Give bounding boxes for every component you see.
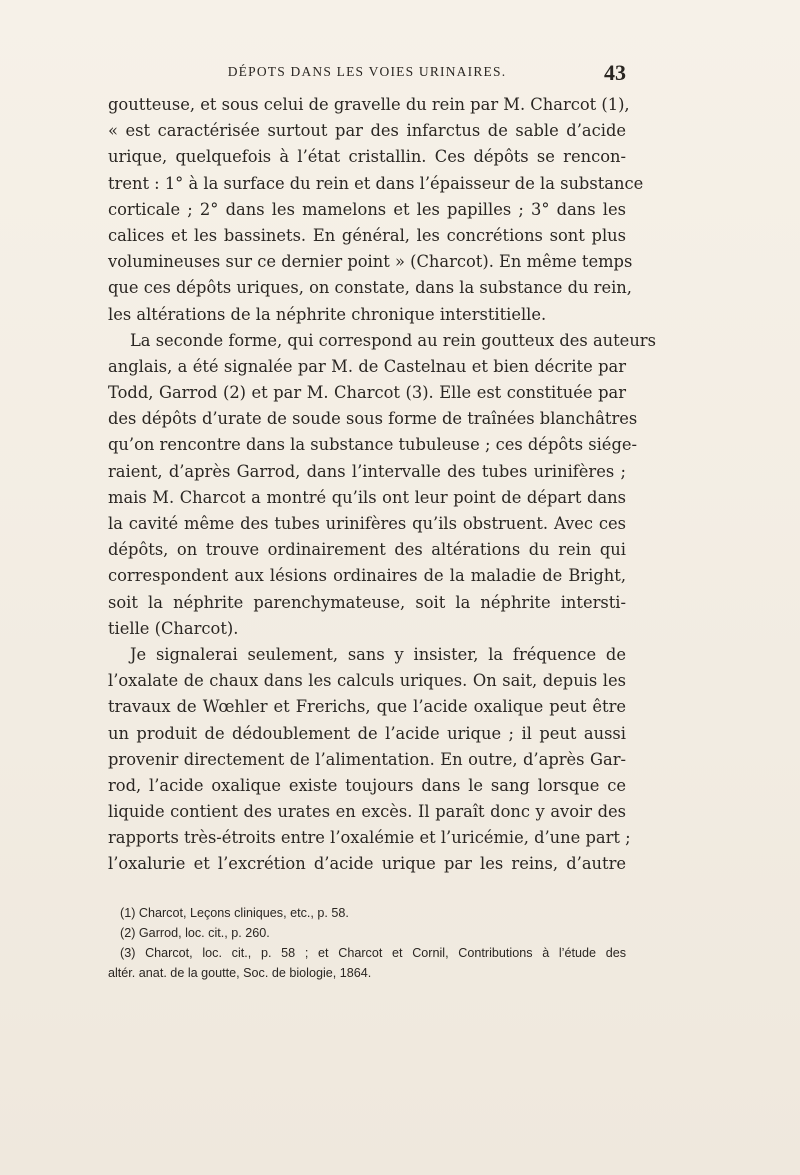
text-line: travaux de Wœhler et Frerichs, que l’acide oxalique peut être: [108, 697, 626, 717]
text-line: l’oxalurie et l’excrétion d’acide urique par les reins, d’autre: [108, 854, 626, 874]
text-line: que ces dépôts uriques, on constate, dans la substance du rein,: [108, 278, 632, 298]
text-line: trent : 1° à la surface du rein et dans l’épaisseur de la substance: [108, 173, 644, 193]
text-line: la cavité même des tubes urinifères qu’ils obstruent. Avec ces: [108, 514, 626, 533]
text-line: l’oxalate de chaux dans les calculs uriques. On sait, depuis les: [108, 671, 626, 691]
text-line: calices et les bassinets. En général, les concrétions sont plus: [108, 225, 626, 245]
text-line: un produit de dédoublement de l’acide urique ; il peut aussi: [108, 723, 626, 743]
footnotes: [108, 903, 626, 983]
footnote: (1) Charcot, Leçons cliniques, etc., p. 58.: [120, 906, 349, 920]
text-line: mais M. Charcot a montré qu’ils ont leur point de départ dans: [108, 487, 626, 507]
text-line: « est caractérisée surtout par des infarctus de sable d’acide: [108, 121, 626, 141]
running-title: DÉPOTS DANS LES VOIES URINAIRES.: [227, 64, 507, 79]
text-line: corticale ; 2° dans les mamelons et les papilles ; 3° dans les: [108, 199, 626, 219]
body-text: [108, 92, 656, 878]
text-line: raient, d’après Garrod, dans l’intervalle des tubes urinifères ;: [108, 461, 626, 481]
text-line: rod, l’acide oxalique existe toujours dans le sang lorsque ce: [108, 775, 626, 795]
text-line: anglais, a été signalée par M. de Castelnau et bien décrite par: [108, 356, 626, 376]
text-line: provenir directement de l’alimentation. En outre, d’après Gar-: [108, 749, 626, 769]
text-line: correspondent aux lésions ordinaires de la maladie de Bright,: [108, 566, 626, 586]
text-line: Je signalerai seulement, sans y insister, la fréquence de: [130, 644, 626, 664]
text-line: La seconde forme, qui correspond au rein goutteux des auteurs: [130, 330, 656, 350]
text-line: urique, quelquefois à l’état cristallin. Ces dépôts se rencon-: [108, 147, 626, 167]
text-line: qu’on rencontre dans la substance tubuleuse ; ces dépôts siége-: [108, 435, 637, 455]
text-line: rapports très-étroits entre l’oxalémie et l’uricémie, d’une part ;: [108, 828, 631, 848]
text-line: des dépôts d’urate de soude sous forme de traînées blanchâtres: [108, 409, 638, 429]
page-header: [108, 60, 626, 90]
text-line: dépôts, on trouve ordinairement des altérations du rein qui: [108, 540, 626, 560]
text-line: volumineuses sur ce dernier point » (Charcot). En même temps: [108, 252, 633, 272]
text-line: Todd, Garrod (2) et par M. Charcot (3). Elle est constituée par: [108, 383, 626, 403]
page-number: 43: [604, 60, 626, 85]
text-line: liquide contient des urates en excès. Il paraît donc y avoir des: [108, 802, 626, 822]
text-line: soit la néphrite parenchymateuse, soit la néphrite intersti-: [108, 592, 626, 612]
footnote: (2) Garrod, loc. cit., p. 260.: [120, 926, 270, 940]
text-line: les altérations de la néphrite chronique interstitielle.: [108, 304, 547, 324]
footnote-continuation: altér. anat. de la goutte, Soc. de biologie, 1864.: [108, 966, 372, 980]
text-line: tielle (Charcot).: [108, 618, 239, 638]
footnote: (3) Charcot, loc. cit., p. 58 ; et Charcot et Cornil, Contributions à l’étude des: [120, 946, 626, 960]
text-line: goutteuse, et sous celui de gravelle du rein par M. Charcot (1),: [108, 95, 630, 114]
